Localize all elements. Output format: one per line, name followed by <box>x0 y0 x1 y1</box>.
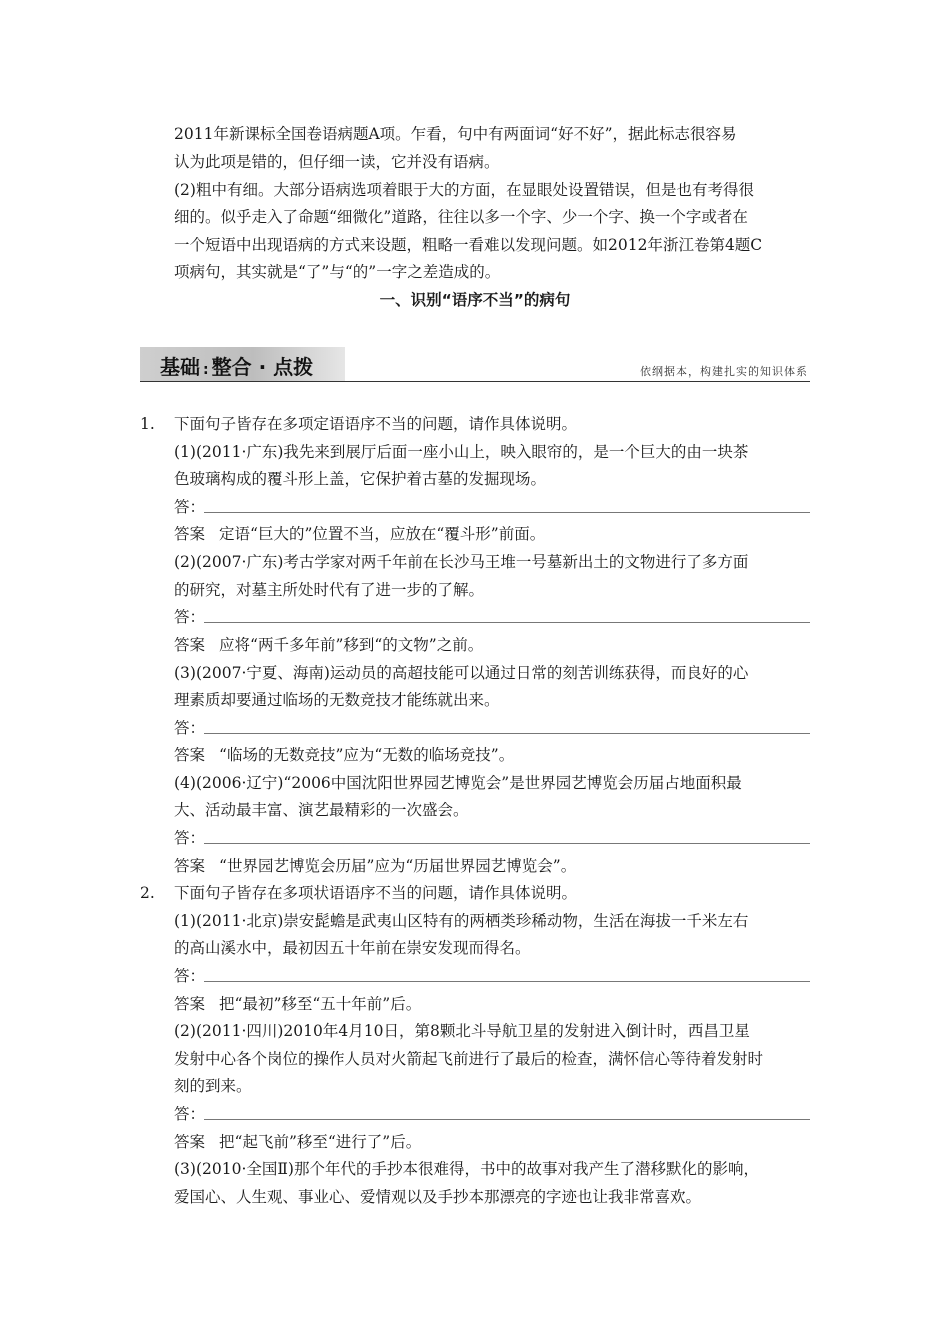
question-text: (3)(2010·全国Ⅱ)那个年代的手抄本很难得，书中的故事对我产生了潜移默化的影响， <box>174 1160 759 1178</box>
answer-line <box>174 635 483 655</box>
question-text: 的高山溪水中，最初因五十年前在崇安发现而得名。 <box>174 939 531 957</box>
intro-line: (2)粗中有细。大部分语病选项着眼于大的方面，在显眼处设置错误，但是也有考得很 <box>174 181 754 199</box>
question-text: (4)(2006·辽宁)“2006中国沈阳世界园艺博览会”是世界园艺博览会历届占地面积最 <box>174 774 742 792</box>
section-banner <box>140 347 810 383</box>
answer-text: “临场的无数竞技”应为“无数的临场竞技”。 <box>219 746 515 764</box>
intro-line: 认为此项是错的，但仔细一读，它并没有语病。 <box>174 153 500 171</box>
question-text: 色玻璃构成的覆斗形上盖，它保护着古墓的发掘现场。 <box>174 470 547 488</box>
answer-rule <box>204 1119 810 1120</box>
intro-line: 项病句，其实就是“了”与“的”一字之差造成的。 <box>174 263 501 281</box>
answer-line <box>174 524 545 544</box>
answer-field[interactable] <box>174 607 810 627</box>
answer-text: 定语“巨大的”位置不当，应放在“覆斗形”前面。 <box>219 525 546 543</box>
banner-title <box>160 351 313 380</box>
answer-label: 答： <box>174 608 206 626</box>
answer-line <box>174 994 421 1014</box>
question-text: 发射中心各个岗位的操作人员对火箭起飞前进行了最后的检查，满怀信心等待着发射时 <box>174 1050 764 1068</box>
question-prompt: 下面句子皆存在多项状语语序不当的问题，请作具体说明。 <box>174 884 578 902</box>
question-text: (1)(2011·北京)崇安髭蟾是武夷山区特有的两栖类珍稀动物，生活在海拔一千米左右 <box>174 912 749 930</box>
answer-text: 把“最初”移至“五十年前”后。 <box>219 995 422 1013</box>
question-text: (2)(2007·广东)考古学家对两千年前在长沙马王堆一号墓新出土的文物进行了多方面 <box>174 553 749 571</box>
answer-text: “世界园艺博览会历届”应为“历届世界园艺博览会”。 <box>219 857 577 875</box>
answer-key: 答案 <box>174 857 206 875</box>
question-text: (2)(2011·四川)2010年4月10日，第8颗北斗导航卫星的发射进入倒计时，西昌卫星 <box>174 1022 750 1040</box>
intro-line: 一个短语中出现语病的方式来设题，粗略一看难以发现问题。如2012年浙江卷第4题C <box>174 236 763 254</box>
answer-label: 答： <box>174 829 206 847</box>
answer-rule <box>204 981 810 982</box>
intro-line: 细的。似乎走入了命题“细微化”道路，往往以多一个字、少一个字、换一个字或者在 <box>174 208 748 226</box>
intro-line: 2011年新课标全国卷语病题A项。乍看，句中有两面词“好不好”，据此标志很容易 <box>174 125 737 143</box>
question-number: 2. <box>140 884 155 902</box>
question-number: 1. <box>140 415 155 433</box>
banner-motto: 依纲据本，构建扎实的知识体系 <box>640 365 808 378</box>
answer-field[interactable] <box>174 718 810 738</box>
banner-title-b: 整合 · 点拨 <box>211 355 314 379</box>
question-text: 的研究，对墓主所处时代有了进一步的了解。 <box>174 581 485 599</box>
answer-rule <box>204 622 810 623</box>
answer-field[interactable] <box>174 828 810 848</box>
answer-key: 答案 <box>174 746 206 764</box>
question-text: 理素质却要通过临场的无数竞技才能练就出来。 <box>174 691 500 709</box>
answer-text: 把“起飞前”移至“进行了”后。 <box>219 1133 422 1151</box>
answer-label: 答： <box>174 1105 206 1123</box>
answer-line <box>174 856 576 876</box>
answer-label: 答： <box>174 498 206 516</box>
answer-rule <box>204 733 810 734</box>
answer-rule <box>204 512 810 513</box>
answer-label: 答： <box>174 719 206 737</box>
answer-field[interactable] <box>174 1104 810 1124</box>
question-text: 爱国心、人生观、事业心、爱情观以及手抄本那漂亮的字迹也让我非常喜欢。 <box>174 1188 702 1206</box>
answer-field[interactable] <box>174 966 810 986</box>
question-text: 大、活动最丰富、演艺最精彩的一次盛会。 <box>174 801 469 819</box>
answer-key: 答案 <box>174 995 206 1013</box>
question-text: 刻的到来。 <box>174 1077 252 1095</box>
banner-rule <box>140 381 810 382</box>
section-heading: 一、识别“语序不当”的病句 <box>379 291 571 309</box>
answer-key: 答案 <box>174 525 206 543</box>
banner-title-a: 基础 <box>160 355 200 379</box>
question-text: (1)(2011·广东)我先来到展厅后面一座小山上，映入眼帘的，是一个巨大的由一块茶 <box>174 443 749 461</box>
answer-label: 答： <box>174 967 206 985</box>
answer-line <box>174 1132 421 1152</box>
answer-key: 答案 <box>174 636 206 654</box>
banner-colon: : <box>203 362 209 378</box>
answer-text: 应将“两千多年前”移到“的文物”之前。 <box>219 636 484 654</box>
answer-field[interactable] <box>174 497 810 517</box>
answer-line <box>174 745 514 765</box>
question-prompt: 下面句子皆存在多项定语语序不当的问题，请作具体说明。 <box>174 415 578 433</box>
question-text: (3)(2007·宁夏、海南)运动员的高超技能可以通过日常的刻苦训练获得，而良好的心 <box>174 664 749 682</box>
answer-key: 答案 <box>174 1133 206 1151</box>
answer-rule <box>204 843 810 844</box>
